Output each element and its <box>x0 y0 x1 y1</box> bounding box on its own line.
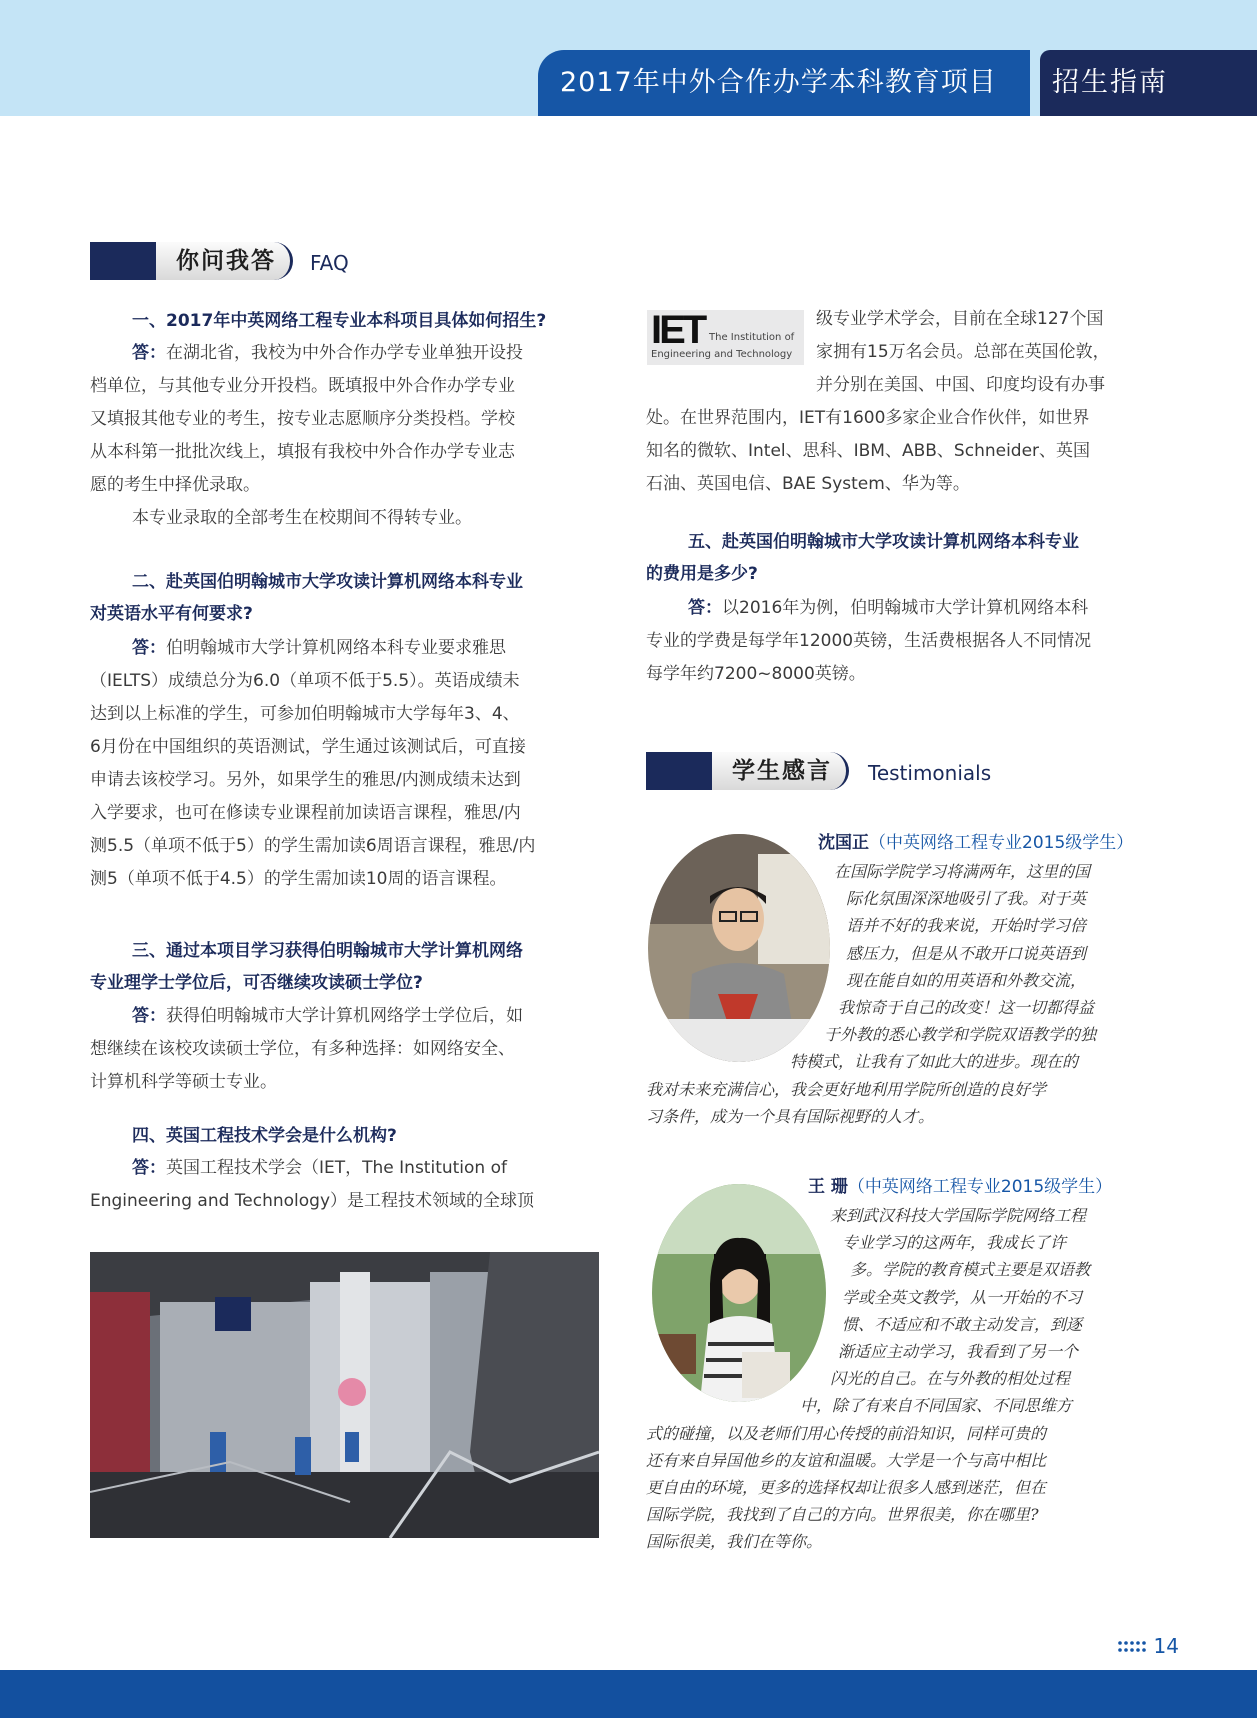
student-name-2: 王 珊（中英网络工程专业2015级学生） <box>808 1177 1113 1197</box>
faq-question-2: 二、赴英国伯明翰城市大学攻读计算机网络本科专业 对英语水平有何要求? <box>90 572 523 624</box>
faq-answer-1: 答：在湖北省，我校为中外合作办学专业单独开设投 档单位，与其他专业分开投档。既填报中外合作办学专业 又填报其他专业的考生，按专业志愿顺序分类投档。学校 从本科第一批批次线上，填报有我校中外合作办学专业志 愿的考生中择优录取。 本专业录取的全部考生在校期间不得转专业。 <box>90 337 600 535</box>
faq-question-1: 一、2017年中英网络工程专业本科项目具体如何招生? <box>132 311 547 331</box>
faq-question-5: 五、赴英国伯明翰城市大学攻读计算机网络本科专业 的费用是多少? <box>646 532 1079 584</box>
faq-heading <box>90 242 410 280</box>
testimonials-title: 学生感言 <box>712 752 849 790</box>
footer-band <box>0 1670 1257 1718</box>
header-guide-label: 招生指南 <box>1040 50 1257 116</box>
testimonials-heading-bar <box>646 752 712 790</box>
iet-logo: IET The Institution of Engineering and Technology <box>647 310 804 365</box>
testimonials-title-en: Testimonials <box>868 761 992 785</box>
faq-answer-1-note: 本专业录取的全部考生在校期间不得转专业。 <box>132 508 472 528</box>
faq-question-4: 四、英国工程技术学会是什么机构? <box>132 1126 397 1146</box>
campus-building-photo <box>90 1252 599 1538</box>
faq-heading-bar <box>90 242 156 280</box>
faq-answer-4: 答：英国工程技术学会（IET，The Institution of Engineering and Technology）是工程技术领域的全球顶 <box>90 1158 535 1211</box>
faq-title: 你问我答 <box>156 242 293 280</box>
testimonial-text-2: 来到武汉科技大学国际学院网络工程 专业学习的这两年，我成长了许 多。学院的教育模式主要是双语教 学或全英文教学，从一开始的不习 惯、不适应和不敢主动发言，到逐 渐适应主动学习，我看到了另一个 闪光的自己。在与外教的相处过程 中，除了有来自不同国家、不同思维方 式的碰撞，以及老师们用心传授的前沿知识，同样可贵的 还有来自异国他乡的友谊和温暖。大学是一个与高中相比 更自由的环境，更多的选择权却让很多人感到迷茫，但在 国际学院，我找到了自己的方向。世界很美，你在哪里? 国际很美，我们在等你。 <box>646 1206 1091 1552</box>
student-name-1: 沈国正（中英网络工程专业2015级学生） <box>818 833 1134 853</box>
faq-answer-4-continued-full: 处。在世界范围内，IET有1600多家企业合作伙伴，如世界 知名的微软、Intel、思科、IBM、ABB、Schneider、英国 石油、英国电信、BAE System、华为等。 <box>646 408 1091 494</box>
faq-answer-4-continued: 级专业学术学会，目前在全球127个国 家拥有15万名会员。总部在英国伦敦， 并分别在美国、中国、印度均设有办事 <box>816 309 1110 395</box>
faq-question-3: 三、通过本项目学习获得伯明翰城市大学计算机网络 专业理学士学位后，可否继续攻读硕士学位? <box>90 941 523 993</box>
faq-answer-3: 答：获得伯明翰城市大学计算机网络学士学位后，如 想继续在该校攻读硕士学位，有多种选择：如网络安全、 计算机科学等硕士专业。 <box>90 1006 523 1092</box>
faq-answer-2: 答：伯明翰城市大学计算机网络本科专业要求雅思 （IELTS）成绩总分为6.0（单项不低于5.5）。英语成绩未 达到以上标准的学生，可参加伯明翰城市大学每年3、4、 6月份在中国组织的英语测试，学生通过该测试后，可直接 申请去该校学习。另外，如果学生的雅思/内测成绩未达到 入学要求，也可在修读专业课程前加读语言课程，雅思/内 测5.5（单项不低于5）的学生需加读6周语言课程，雅思/内 测5（单项不低于4.5）的学生需加读10周的语言课程。 <box>90 638 536 889</box>
faq-title-en: FAQ <box>310 251 349 275</box>
testimonial-text-1: 在国际学院学习将满两年，这里的国 际化氛围深深地吸引了我。对于英 语并不好的我来说，开始时学习倍 感压力，但是从不敢开口说英语到 现在能自如的用英语和外教交流， 我惊奇于自己的改变！这一切都得益 于外教的悉心教学和学院双语教学的独 特模式，让我有了如此大的进步。现在的 我对未来充满信心，我会更好地利用学院所创造的良好学 习条件，成为一个具有国际视野的人才。 <box>646 862 1097 1126</box>
answer-label: 答： <box>132 343 166 363</box>
page-number: 14 <box>1153 1634 1179 1658</box>
page-dots-icon <box>1118 1640 1146 1654</box>
header-title: 2017年中外合作办学本科教育项目 <box>538 50 1030 116</box>
testimonials-heading <box>646 752 1046 790</box>
faq-answer-5: 答：以2016年为例，伯明翰城市大学计算机网络本科 专业的学费是每学年12000英镑，生活费根据各人不同情况 每学年约7200~8000英镑。 <box>646 598 1092 684</box>
